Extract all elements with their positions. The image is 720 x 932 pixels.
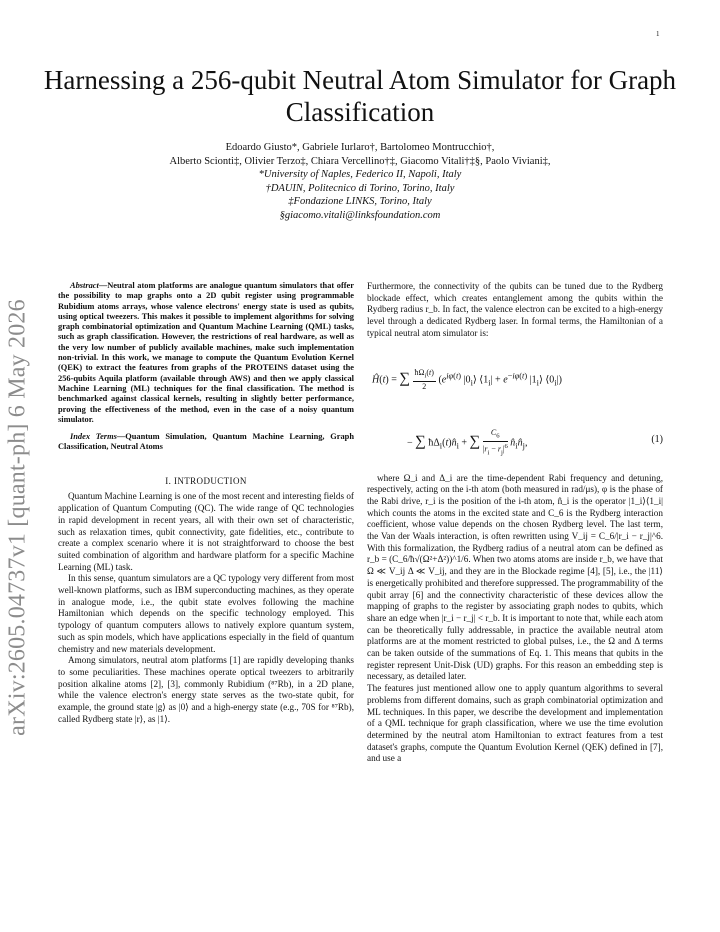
index-terms — [58, 432, 354, 453]
index-terms-text: —Quantum Simulation, Quantum Machine Learning, Graph Classification, Neutral Atoms — [58, 432, 354, 452]
right-column — [367, 281, 663, 765]
right-paragraph-3: The features just mentioned allow one to apply quantum algorithms to several problems from different domains, such as graph combinatorial optimization and ML techniques. In this paper, we describe the development and implementation of a QML technique for graph classification, where we use the time evolution determined by the neutral atom Hamiltonian to extract features from a test dataset's graphs, compute the Quantum Evolution Kernel (QEK) defined in [7], and use a — [367, 683, 663, 764]
abstract — [58, 281, 354, 425]
intro-paragraph-3: Among simulators, neutral atom platforms [1] are rapidly developing thanks to some peculiarities. These machines operate optical tweezers to arbitrarily position alkaline atoms [2], [3], commonly Rubidium (⁸⁷Rb), in a 2D plane, while the valence electron's energy state serves as the two-state qubit, for example, the ground state |g⟩ as |0⟩ and a high-energy state (e.g., 70S for ⁸⁷Rb), called Rydberg state |r⟩, as |1⟩. — [58, 655, 354, 724]
abstract-text: —Neutral atom platforms are analogue quantum simulators that offer the possibility to map graphs onto a 2D qubit register using programmable Rubidium atoms arrays, whose valence electrons' energy state is used as qubits, using optical tweezers. This makes it possible to implement algorithms for solving graph combinatorial optimization and Quantum Machine Learning (QML) tasks, such as graph classification. However, the restrictions of real hardware, as well as the very low number of publicly available machines, make such implementation non-trivial. In this work, we manage to compute the Quantum Evolution Kernel (QEK) to extract the features from graphs of the PROTEINS dataset using the 256-qubits Aquila platform (available through AWS) and then we apply classical Machine Learning (ML) techniques for the final classification. The method is benchmarked against classical kernels, resulting in slightly better performance, proving the effectiveness of the method, even in the case of a noisy quantum simulator. — [58, 281, 354, 424]
page-number: 1 — [656, 30, 660, 38]
intro-paragraph-1: Quantum Machine Learning is one of the most recent and interesting fields of application of Quantum Computing (QC). The wide range of QC technologies in rapid development in recent years, all with their own set of characteristic, such as relaxation times, qubit connectivity, gate fidelities, etc., contribute to create a complex scenario where it is not straightforward to choose the best suited combination of algorithm and hardware platform for a specific Machine Learning (ML) task. — [58, 491, 354, 572]
affiliation-3: ‡Fondazione LINKS, Torino, Italy — [288, 196, 432, 207]
affiliation-4: §giacomo.vitali@linksfoundation.com — [279, 209, 441, 221]
equation-line-1: Ĥ(t) = ∑ $\frac{ħ\Omega_i(t)}{2}$ ($e^{i\varphi(t)}$ $|0_i⟩$ $⟨1_i| + e^{-i\varphi(t)}$ $|1_i⟩$ $⟨0_i|$) — [372, 367, 562, 392]
equation-line-2: − ∑ $ħ\Delta_i(t)n̂_i$ + ∑ $\frac{C_6}{|r_i - r_j|^6}$ $n̂_in̂_j$, — [407, 427, 528, 457]
paper-title: Harnessing a 256-qubit Neutral Atom Simulator for Graph Classification — [43, 65, 677, 127]
affiliation-1: *University of Naples, Federico II, Napoli, Italy — [258, 169, 462, 180]
right-paragraph-1: Furthermore, the connectivity of the qubits can be tuned due to the Rydberg blockade effect, which creates entanglement among the qubits within the Rydberg radius r_b. In fact, the valence electron can be excited to a high-energy level through a dedicated Rydberg laser. In formal terms, the Hamiltonian of a typical neutral atom simulator is: — [367, 281, 663, 338]
authors-line-2: Alberto Scionti‡, Olivier Terzo‡, Chiara Vercellino†‡, Giacomo Vitali†‡§, Paolo Viviani‡, — [169, 155, 551, 167]
affiliation-2: †DAUIN, Politecnico di Torino, Torino, Italy — [265, 182, 455, 194]
intro-paragraph-2: In this sense, quantum simulators are a QC typology very different from most well-known platforms, such as IBM superconducting machines, as they operate in analogue mode, i.e., the qubit state evolves following the machine Hamiltonian which depends on the specific technology employed. This typology of quantum computers allows to natively explore quantum system, such as spin models, which have applications especially in the field of quantum chemistry and new materials development. — [58, 573, 354, 654]
authors-line-1: Edoardo Giusto*, Gabriele Iurlaro†, Bartolomeo Montrucchio†, — [225, 142, 495, 153]
abstract-label: Abstract — [70, 281, 99, 290]
left-column — [58, 281, 354, 726]
hamiltonian-equation — [367, 350, 663, 468]
right-paragraph-2: where Ω_i and Δ_i are the time-dependent Rabi frequency and detuning, respectively, acting on the i-th atom (both measured in rad/μs), φ is the phase of the Rabi drive, r_i is the position of the i-th atom, n̂_i is the operator |1_i⟩⟨1_i| which counts the atoms in the excited state and C_6 is the Rydberg interaction coefficient, whose value depends on the chosen Rydberg level. The last term, the Van der Waals interaction, is often rewritten using V_ij = C_6/|r_i − r_j|^6. With this formalization, the Rydberg radius of a neutral atom can be defined as r_b = (C_6/ħ√(Ω²+Δ²))^1/6. When two atoms atoms are inside r_b, we have that Ω ≪ V_ij Δ ≪ V_ij, and they are in the Blockade regime [4], [5], i.e., the |11⟩ is energetically prohibited and therefore suppressed. The programmability of the qubit array [6] and the connectivity characteristic of these devices allow the mapping of graphs to the register by associating graph nodes to qubits, which share an edge when |r_i − r_j| < r_b. It is important to note that, while each atom can be theoretically fully addressable, in practice the available neutral atom platforms are at the moment restricted to global pulses, i.e., the Ω and Δ terms can be taken outside of the summations of Eq. 1. This means that qubits in the register represent Unit-Disk (UD) graphs. For this reason an embedding step is necessary, as detailed later. — [367, 472, 663, 682]
author-block — [60, 141, 660, 222]
equation-number: (1) — [651, 433, 663, 445]
arxiv-watermark: arXiv:2605.04737v1 [quant-ph] 6 May 2026 — [4, 299, 31, 736]
index-terms-label: Index Terms — [70, 432, 117, 442]
section-heading: I. INTRODUCTION — [165, 475, 247, 486]
